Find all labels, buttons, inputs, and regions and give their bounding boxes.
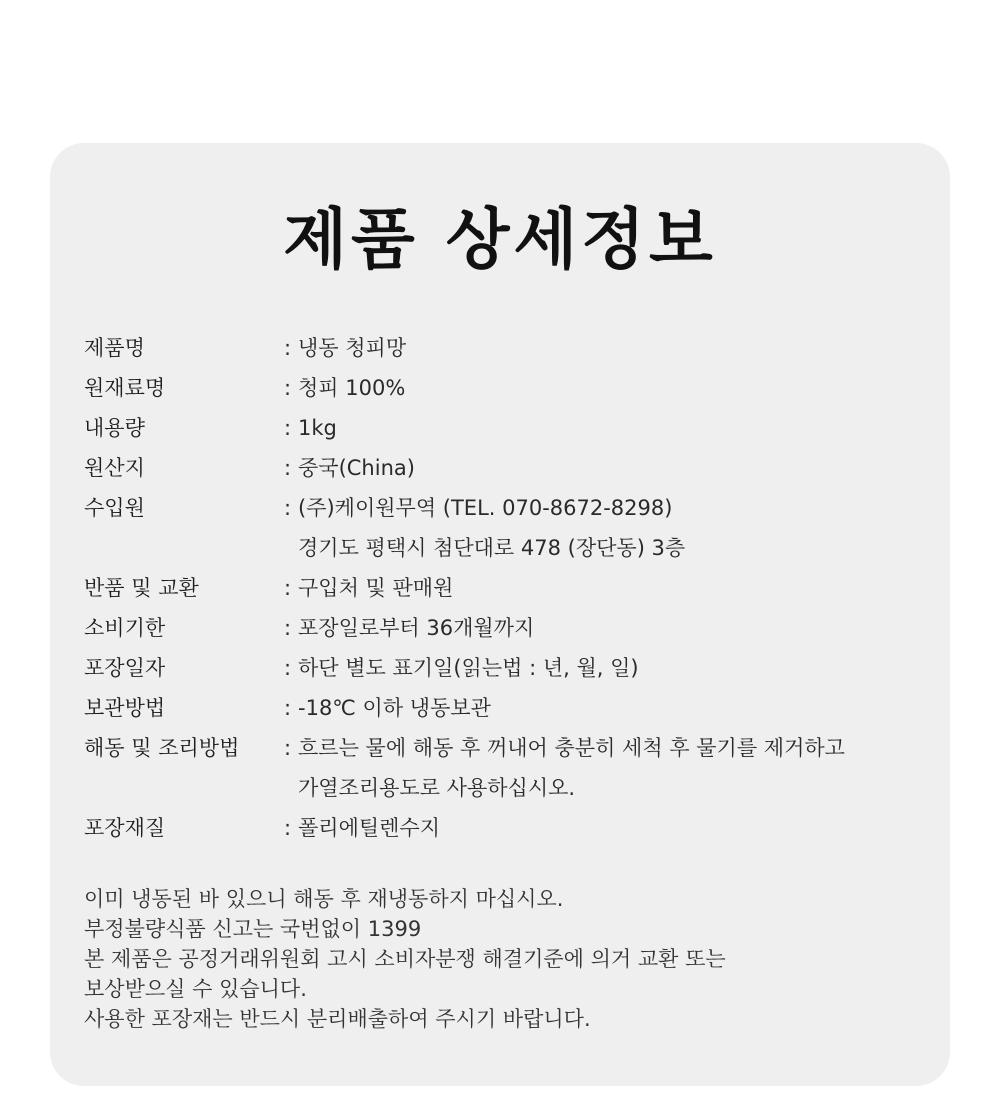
info-label: 내용량 [84,416,145,440]
info-row-returns [84,568,944,608]
colon: : [284,416,292,440]
notice-line: 사용한 포장재는 반드시 분리배출하여 주시기 바랍니다. [84,1007,591,1031]
info-value-text: 중국(China) [298,456,415,480]
info-value [284,808,944,848]
info-row-cooking [84,728,944,808]
colon: : [284,336,292,360]
colon: : [284,696,292,720]
colon: : [284,576,292,600]
info-value-text: 흐르는 물에 해동 후 꺼내어 충분히 세척 후 물기를 제거하고 [298,736,845,760]
info-label: 해동 및 조리방법 [84,736,240,760]
info-label: 수입원 [84,496,145,520]
info-value-text: -18℃ 이하 냉동보관 [298,696,491,720]
notice-line: 보상받으실 수 있습니다. [84,977,307,1001]
info-value [284,688,944,728]
info-value-text: 포장일로부터 36개월까지 [298,616,535,640]
info-row-expiry [84,608,944,648]
info-row-pack-date [84,648,944,688]
notice-line: 부정불량식품 신고는 국번없이 1399 [84,917,422,941]
info-label: 소비기한 [84,616,166,640]
info-value-text-line2: 가열조리용도로 사용하십시오. [298,776,576,800]
info-row-importer [84,488,944,568]
colon: : [284,656,292,680]
info-value [284,448,944,488]
info-value-text: 청피 100% [298,376,406,400]
notice-line: 이미 냉동된 바 있으니 해동 후 재냉동하지 마십시오. [84,887,564,911]
colon: : [284,456,292,480]
info-value [284,328,944,368]
info-label: 원재료명 [84,376,166,400]
colon: : [284,496,292,520]
info-value [284,648,944,688]
colon: : [284,736,292,760]
notice-text [84,884,944,1034]
info-value [284,488,944,568]
info-value [284,728,944,808]
info-row-net-weight [84,408,944,448]
info-value [284,568,944,608]
info-row-origin [84,448,944,488]
colon: : [284,816,292,840]
info-value-text: 1kg [298,416,337,440]
info-value-text-line2: 경기도 평택시 첨단대로 478 (장단동) 3층 [298,536,686,560]
info-value [284,608,944,648]
product-info-list [84,328,944,848]
info-value-text: 구입처 및 판매원 [298,576,454,600]
colon: : [284,616,292,640]
info-row-product-name [84,328,944,368]
info-label: 반품 및 교환 [84,576,199,600]
info-label: 제품명 [84,336,145,360]
info-value [284,408,944,448]
info-row-ingredients [84,368,944,408]
colon: : [284,376,292,400]
info-value-text: 냉동 청피망 [298,336,407,360]
info-value-text: 폴리에틸렌수지 [298,816,441,840]
info-label: 원산지 [84,456,145,480]
info-value-text: (주)케이원무역 (TEL. 070-8672-8298) [298,496,673,520]
page-title: 제품 상세정보 [283,201,717,278]
info-label: 포장일자 [84,656,166,680]
info-value-text: 하단 별도 표기일(읽는법 : 년, 월, 일) [298,656,639,680]
info-row-packaging [84,808,944,848]
notice-line: 본 제품은 공정거래위원회 고시 소비자분쟁 해결기준에 의거 교환 또는 [84,947,726,971]
info-value [284,368,944,408]
info-row-storage [84,688,944,728]
info-label: 포장재질 [84,816,166,840]
info-label: 보관방법 [84,696,166,720]
